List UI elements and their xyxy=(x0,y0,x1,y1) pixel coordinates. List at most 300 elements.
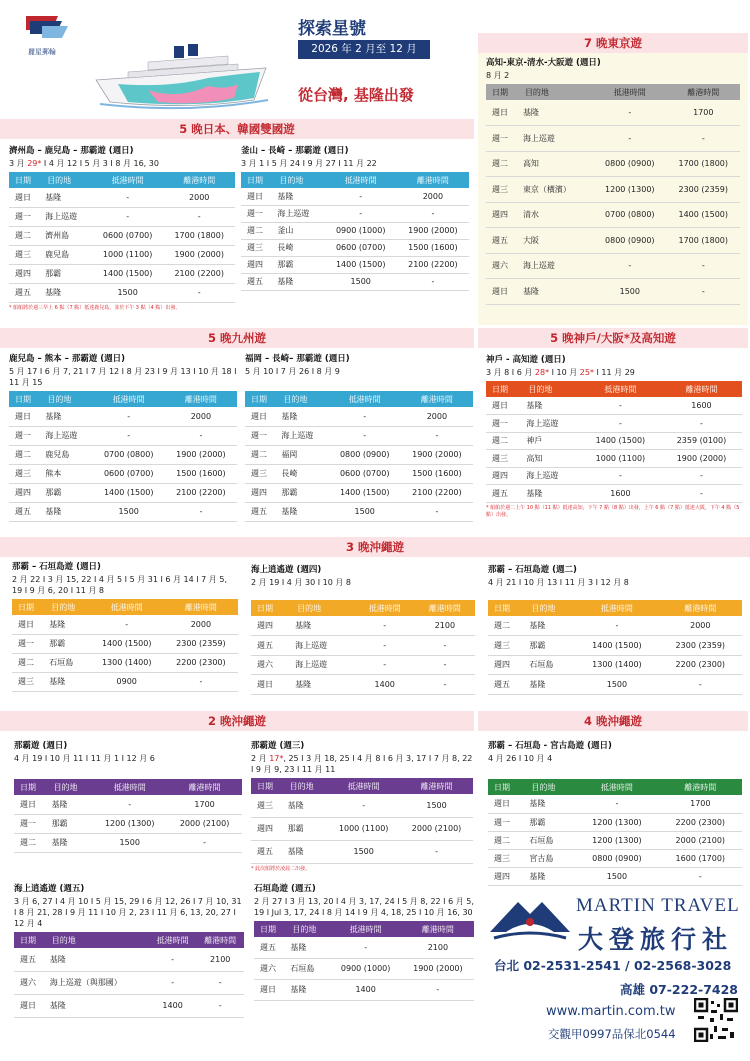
col-depart: 離港時間 xyxy=(667,84,740,100)
table-row xyxy=(254,958,474,979)
cell-arrival: - xyxy=(329,426,401,445)
cell-destination: 大阪 xyxy=(519,228,593,254)
cell-destination: 基隆 xyxy=(273,188,324,205)
cell-day: 週三 xyxy=(245,464,277,483)
itinerary-table xyxy=(9,391,237,522)
cell-day: 週日 xyxy=(9,407,41,426)
cell-arrival: - xyxy=(92,188,164,207)
cell-destination: 高知 xyxy=(519,151,593,177)
cell-day: 週三 xyxy=(9,464,41,483)
cell-arrival: - xyxy=(92,207,164,226)
cell-arrival: 1500 xyxy=(325,273,397,290)
table-row xyxy=(14,833,242,852)
cell-arrival: 0600 (0700) xyxy=(92,226,164,245)
cell-arrival: - xyxy=(149,948,197,971)
itinerary-table xyxy=(241,172,469,291)
col-arrive: 抵港時間 xyxy=(593,84,666,100)
route-name: 鹿兒島 – 熊本 – 那霸遊 (週日) xyxy=(9,354,126,364)
col-dest: 目的地 xyxy=(522,381,580,397)
cell-departure: - xyxy=(164,672,238,691)
cell-day: 週日 xyxy=(486,100,519,126)
cell-arrival: 1500 xyxy=(92,283,164,302)
table-row xyxy=(14,971,244,994)
cell-arrival: 0800 (0900) xyxy=(329,445,401,464)
cell-destination: 高知 xyxy=(522,450,580,468)
col-dest: 目的地 xyxy=(284,778,328,794)
cell-departure: 1700 xyxy=(659,795,742,813)
table-row xyxy=(488,867,742,885)
cell-day: 週二 xyxy=(14,833,48,852)
table-row xyxy=(488,655,742,675)
itinerary-table xyxy=(245,391,473,522)
qr-code[interactable] xyxy=(694,998,738,1042)
phone-taipei: 台北 02-2531-2541 / 02-2568-3028 xyxy=(494,958,732,973)
cell-day: 週四 xyxy=(9,264,41,283)
cell-departure: 2000 (2100) xyxy=(659,831,742,849)
cell-day: 週二 xyxy=(486,151,519,177)
cell-destination: 鹿兒島 xyxy=(41,245,92,264)
table-row xyxy=(486,126,740,152)
cell-destination: 基隆 xyxy=(41,407,92,426)
cell-departure: - xyxy=(661,467,742,485)
cell-destination: 基隆 xyxy=(284,840,328,863)
cell-destination: 海上巡遊 xyxy=(273,205,324,222)
cell-destination: 石垣島 xyxy=(525,655,575,675)
mountain-logo-icon xyxy=(488,892,572,952)
cell-day: 週日 xyxy=(251,675,291,695)
website-link[interactable]: www.martin.com.tw xyxy=(546,1004,676,1019)
cell-departure: 2000 xyxy=(163,188,235,207)
cell-destination: 鹿兒島 xyxy=(41,445,92,464)
col-arrive: 抵港時間 xyxy=(325,172,397,188)
table-row xyxy=(251,636,475,656)
cell-day: 週五 xyxy=(9,283,41,302)
table-row xyxy=(245,483,473,502)
table-row xyxy=(14,814,242,833)
col-arrive: 抵港時間 xyxy=(330,921,402,937)
cell-day: 週四 xyxy=(241,256,273,273)
cell-day: 週三 xyxy=(241,239,273,256)
cell-destination: 基隆 xyxy=(277,407,328,426)
route-name: 石垣島遊 (週五) xyxy=(254,884,316,894)
cell-day: 週五 xyxy=(488,675,525,695)
cell-arrival: 1600 xyxy=(580,485,661,503)
cell-arrival: 1500 xyxy=(575,867,658,885)
cell-departure: 1900 (2000) xyxy=(661,450,742,468)
route-name: 那霸 – 石垣島 - 宮古島遊 (週日) xyxy=(488,741,612,751)
cell-day: 週日 xyxy=(486,397,522,415)
sailing-dates: 3 月 1 I 5 月 24 I 9 月 27 I 11 月 22 xyxy=(241,159,377,168)
col-arrive: 抵港時間 xyxy=(575,779,658,795)
col-dest: 目的地 xyxy=(48,779,93,795)
cell-day: 週四 xyxy=(245,483,277,502)
table-row xyxy=(486,467,742,485)
cell-destination: 海上巡遊（與那國） xyxy=(46,971,149,994)
cell-departure: - xyxy=(401,426,473,445)
col-dest: 目的地 xyxy=(519,84,593,100)
table-row xyxy=(12,615,238,634)
col-depart: 離港時間 xyxy=(661,381,742,397)
section-title-okinawa4: 4 晚沖繩遊 xyxy=(478,711,748,731)
col-dest: 目的地 xyxy=(41,391,92,407)
cell-day: 週四 xyxy=(251,817,284,840)
cell-day: 週三 xyxy=(486,177,519,203)
cell-destination: 宮古島 xyxy=(525,849,575,867)
footnote: * 船舶將於週三早上 6 點（7 點）抵達鹿兒島，並於下午 3 點（4 點）出發。 xyxy=(9,304,181,311)
cell-arrival: 0800 (0900) xyxy=(593,228,666,254)
license-number: 交觀甲0997品保北0544 xyxy=(548,1027,676,1041)
route-name: 神戶 - 高知遊 (週日) xyxy=(486,355,566,365)
col-day: 日期 xyxy=(9,391,41,407)
cell-departure: 2359 (0100) xyxy=(661,432,742,450)
col-day: 日期 xyxy=(488,600,525,616)
cell-arrival: - xyxy=(355,655,415,675)
table-row xyxy=(12,634,238,653)
route-name: 釜山 – 長崎 – 那霸遊 (週日) xyxy=(241,146,349,156)
cell-arrival: 1500 xyxy=(93,502,165,521)
cell-day: 週六 xyxy=(14,971,46,994)
cell-departure: 2000 xyxy=(659,616,742,636)
table-row xyxy=(488,849,742,867)
cell-arrival: 1200 (1300) xyxy=(593,177,666,203)
sailing-dates: 3 月 8 I 6 月 28* I 10 月 25* I 11 月 29 xyxy=(486,368,635,377)
col-arrive: 抵港時間 xyxy=(92,172,164,188)
footnote: * 船舶於週二上午 10 點（11 點）抵達高知，下午 7 點（8 點）出發，上午 6 點（7 點）抵達大阪，下午 4 點（5 點）出發。 xyxy=(486,504,740,518)
cell-arrival: 1300 (1400) xyxy=(90,653,164,672)
cell-departure: 2000 (2100) xyxy=(400,817,473,840)
cell-day: 週二 xyxy=(245,445,277,464)
cell-arrival: 1500 xyxy=(327,840,400,863)
cell-arrival: 1400 (1500) xyxy=(93,483,165,502)
cell-arrival: 0800 (0900) xyxy=(593,151,666,177)
cell-destination: 海上巡遊 xyxy=(519,253,593,279)
table-row xyxy=(9,283,235,302)
table-row xyxy=(9,245,235,264)
cell-departure: - xyxy=(415,655,475,675)
period-banner: 2026 年 2 月至 12 月 xyxy=(298,40,430,59)
cell-destination: 石垣島 xyxy=(525,831,575,849)
cell-departure: 2100 (2200) xyxy=(397,256,469,273)
cell-departure: - xyxy=(659,675,742,695)
cell-destination: 那霸 xyxy=(284,817,328,840)
cell-day: 週六 xyxy=(254,958,286,979)
table-row xyxy=(251,675,475,695)
cell-arrival: 1000 (1100) xyxy=(580,450,661,468)
col-day: 日期 xyxy=(251,778,284,794)
col-dest: 目的地 xyxy=(286,921,329,937)
sailing-dates: 4 月 26 I 10 月 4 xyxy=(488,754,553,763)
cell-destination: 海上巡遊 xyxy=(522,467,580,485)
cell-arrival: 1400 (1500) xyxy=(92,264,164,283)
table-row xyxy=(241,273,469,290)
cell-arrival: - xyxy=(355,616,415,636)
cell-destination: 那霸 xyxy=(41,264,92,283)
table-row xyxy=(241,239,469,256)
col-depart: 離港時間 xyxy=(402,921,474,937)
cell-arrival: 0700 (0800) xyxy=(93,445,165,464)
cell-departure: - xyxy=(402,979,474,1000)
col-dest: 目的地 xyxy=(291,600,355,616)
cell-arrival: 1200 (1300) xyxy=(92,814,167,833)
ishigaki-fri-itinerary xyxy=(254,884,474,1001)
agency-logo xyxy=(488,892,572,952)
cell-departure: 2200 (2300) xyxy=(659,813,742,831)
cell-destination: 清水 xyxy=(519,202,593,228)
route-name: 福岡 – 長崎– 那霸遊 (週日) xyxy=(245,354,350,364)
table-row xyxy=(14,948,244,971)
cell-departure: 1700 (1800) xyxy=(667,228,740,254)
cell-day: 週五 xyxy=(241,273,273,290)
col-day: 日期 xyxy=(486,381,522,397)
col-arrive: 抵港時間 xyxy=(580,381,661,397)
cell-arrival: - xyxy=(330,937,402,958)
tokyo-itinerary xyxy=(486,58,740,305)
cell-arrival: 1200 (1300) xyxy=(575,813,658,831)
col-depart: 離港時間 xyxy=(659,600,742,616)
cell-destination: 那霸 xyxy=(525,813,575,831)
fukuoka-itinerary xyxy=(245,354,473,522)
cell-destination: 基隆 xyxy=(519,279,593,305)
cell-day: 週四 xyxy=(251,616,291,636)
cell-day: 週一 xyxy=(9,207,41,226)
sailing-dates: 2 月 22 I 3 月 15, 22 I 4 月 5 I 5 月 31 I 6 月 14 I 7 月 5, 19 I 9 月 6, 20 I 11 月 8 xyxy=(12,575,227,595)
section-title-japan-korea: 5 晚日本、韓國雙國遊 xyxy=(0,119,474,139)
cell-departure: 1700 xyxy=(167,795,242,814)
cell-destination: 熊本 xyxy=(41,464,92,483)
cell-day: 週日 xyxy=(241,188,273,205)
cell-arrival: - xyxy=(580,467,661,485)
cell-departure: 2000 xyxy=(397,188,469,205)
cell-day: 週日 xyxy=(245,407,277,426)
table-row xyxy=(486,253,740,279)
cell-destination: 基隆 xyxy=(273,273,324,290)
cell-arrival: 1500 xyxy=(593,279,666,305)
col-dest: 目的地 xyxy=(46,932,149,948)
cell-day: 週四 xyxy=(488,655,525,675)
col-depart: 離港時間 xyxy=(167,779,242,795)
cell-departure: 1500 (1600) xyxy=(397,239,469,256)
col-arrive: 抵港時間 xyxy=(149,932,197,948)
cell-day: 週日 xyxy=(14,795,48,814)
col-depart: 離港時間 xyxy=(415,600,475,616)
cell-day: 週一 xyxy=(486,126,519,152)
cell-arrival: - xyxy=(580,415,661,433)
qr-code-icon xyxy=(694,998,738,1042)
cell-departure: 1900 (2000) xyxy=(397,222,469,239)
cell-arrival: - xyxy=(355,636,415,656)
cell-day: 週日 xyxy=(488,795,525,813)
cell-day: 週一 xyxy=(245,426,277,445)
cell-arrival: - xyxy=(93,426,165,445)
cell-departure: 2000 xyxy=(165,407,237,426)
cell-departure: 1900 (2000) xyxy=(401,445,473,464)
cell-arrival: 1400 (1500) xyxy=(575,636,658,656)
cell-departure: - xyxy=(167,833,242,852)
cell-departure: 2300 (2359) xyxy=(164,634,238,653)
cell-destination: 基隆 xyxy=(277,502,328,521)
col-arrive: 抵港時間 xyxy=(92,779,167,795)
cell-arrival: 1400 (1500) xyxy=(580,432,661,450)
route-name: 那霸遊 (週日) xyxy=(14,741,68,751)
table-row xyxy=(486,100,740,126)
col-day: 日期 xyxy=(241,172,273,188)
cell-departure: 1900 (2000) xyxy=(402,958,474,979)
cell-departure: 2000 xyxy=(401,407,473,426)
cell-destination: 那霸 xyxy=(277,483,328,502)
table-row xyxy=(245,407,473,426)
col-arrive: 抵港時間 xyxy=(329,391,401,407)
sailing-dates: 4 月 19 I 10 月 11 I 11 月 1 I 12 月 6 xyxy=(14,754,155,763)
cell-departure: 2000 (2100) xyxy=(167,814,242,833)
table-row xyxy=(486,415,742,433)
cell-destination: 基隆 xyxy=(291,675,355,695)
sailing-dates: 2 月 17*, 25 I 3 月 18, 25 I 4 月 8 I 6 月 3, 17 I 7 月 8, 22 I 9 月 9, 23 I 11 月 11 xyxy=(251,754,473,774)
cell-day: 週二 xyxy=(486,432,522,450)
cell-departure: - xyxy=(661,485,742,503)
cell-departure: - xyxy=(667,279,740,305)
cell-destination: 基隆 xyxy=(286,937,329,958)
table-row xyxy=(488,636,742,656)
cell-arrival: - xyxy=(329,407,401,426)
agency-name-zh: 大登旅行社 xyxy=(578,925,734,954)
cell-departure: - xyxy=(667,126,740,152)
cell-departure: 2200 (2300) xyxy=(659,655,742,675)
table-row xyxy=(14,795,242,814)
sailing-dates: 5 月 10 I 7 月 26 I 8 月 9 xyxy=(245,367,340,376)
cell-day: 週四 xyxy=(486,467,522,485)
cell-destination: 基隆 xyxy=(41,502,92,521)
cell-day: 週三 xyxy=(488,849,525,867)
itinerary-table xyxy=(488,600,742,695)
cell-arrival: 1400 xyxy=(355,675,415,695)
cell-arrival: 0600 (0700) xyxy=(329,464,401,483)
table-row xyxy=(254,979,474,1000)
table-row xyxy=(486,432,742,450)
cell-destination: 基隆 xyxy=(41,188,92,207)
cell-destination: 基隆 xyxy=(525,616,575,636)
cell-day: 週二 xyxy=(488,616,525,636)
cell-arrival: - xyxy=(593,126,666,152)
cell-arrival: 0900 (1000) xyxy=(330,958,402,979)
cell-departure: 2100 xyxy=(196,948,244,971)
route-name: 濟州島 – 鹿兒島 – 那霸遊 (週日) xyxy=(9,146,134,156)
cell-departure: - xyxy=(415,636,475,656)
cell-destination: 基隆 xyxy=(525,675,575,695)
sea-cruise-fri-itinerary xyxy=(14,884,244,1018)
table-row xyxy=(245,426,473,445)
table-row xyxy=(488,831,742,849)
cell-destination: 那霸 xyxy=(48,814,93,833)
cell-destination: 長崎 xyxy=(273,239,324,256)
itinerary-table xyxy=(251,600,475,695)
table-row xyxy=(486,177,740,203)
itinerary-table xyxy=(251,778,473,864)
cell-arrival: 1000 (1100) xyxy=(92,245,164,264)
col-depart: 離港時間 xyxy=(400,778,473,794)
cell-destination: 基隆 xyxy=(519,100,593,126)
cell-destination: 基隆 xyxy=(525,795,575,813)
cell-day: 週一 xyxy=(486,415,522,433)
cell-departure: 1600 xyxy=(661,397,742,415)
section-title-okinawa3: 3 晚沖繩遊 xyxy=(0,537,750,557)
cell-day: 週二 xyxy=(9,226,41,245)
table-row xyxy=(488,675,742,695)
cell-departure: 1600 (1700) xyxy=(659,849,742,867)
cell-arrival: - xyxy=(90,615,164,634)
table-row xyxy=(245,445,473,464)
table-row xyxy=(241,256,469,273)
sailing-dates: 2 月 19 I 4 月 30 I 10 月 8 xyxy=(251,578,351,587)
col-dest: 目的地 xyxy=(45,599,89,615)
cell-arrival: 1400 (1500) xyxy=(90,634,164,653)
cell-departure: 1700 (1800) xyxy=(667,151,740,177)
cell-arrival: - xyxy=(93,407,165,426)
col-arrive: 抵港時間 xyxy=(90,599,164,615)
cell-destination: 基隆 xyxy=(46,948,149,971)
col-dest: 目的地 xyxy=(277,391,328,407)
cell-arrival: 1400 xyxy=(330,979,402,1000)
table-row xyxy=(251,794,473,817)
cell-day: 週三 xyxy=(488,636,525,656)
cell-departure: 1700 xyxy=(667,100,740,126)
cell-destination: 基隆 xyxy=(46,994,149,1017)
cell-day: 週五 xyxy=(486,485,522,503)
table-row xyxy=(9,264,235,283)
table-row xyxy=(14,994,244,1017)
cell-destination: 海上巡遊 xyxy=(522,415,580,433)
itinerary-table xyxy=(254,921,474,1001)
table-row xyxy=(488,795,742,813)
cell-destination: 那霸 xyxy=(41,483,92,502)
route-name: 海上逍遙遊 (週四) xyxy=(251,565,322,575)
table-row xyxy=(486,450,742,468)
col-day: 日期 xyxy=(254,921,286,937)
table-row xyxy=(245,502,473,521)
footnote: * 此次船將於凌晨二出發。 xyxy=(251,865,311,872)
cell-arrival: 1500 xyxy=(575,675,658,695)
cell-departure: 2300 (2359) xyxy=(659,636,742,656)
cell-day: 週五 xyxy=(251,636,291,656)
table-row xyxy=(486,397,742,415)
itinerary-table xyxy=(12,599,238,692)
sailing-dates: 8 月 2 xyxy=(486,71,510,80)
cell-destination: 長崎 xyxy=(277,464,328,483)
itinerary-table xyxy=(14,779,242,853)
table-row xyxy=(12,653,238,672)
col-depart: 離港時間 xyxy=(164,599,238,615)
itinerary-table xyxy=(14,932,244,1018)
cell-destination: 濟州島 xyxy=(41,226,92,245)
cell-destination: 基隆 xyxy=(522,485,580,503)
cell-arrival: - xyxy=(580,397,661,415)
cell-arrival: - xyxy=(575,616,658,636)
table-row xyxy=(9,502,237,521)
cell-arrival: 0800 (0900) xyxy=(575,849,658,867)
naha-miyako-itinerary xyxy=(488,741,742,886)
sailing-dates: 3 月 6, 27 I 4 月 10 I 5 月 15, 29 I 6 月 12, 26 I 7 月 10, 31 I 8 月 21, 28 I 9 月 11 I 10 月 2, 23 I 11 月 6, 13, 20, 27 I 12 月 4 xyxy=(14,897,242,928)
cell-destination: 基隆 xyxy=(286,979,329,1000)
cell-destination: 海上巡遊 xyxy=(41,426,92,445)
col-depart: 離港時間 xyxy=(163,172,235,188)
cell-arrival: 0900 xyxy=(90,672,164,691)
table-row xyxy=(486,202,740,228)
cell-departure: 2100 xyxy=(415,616,475,636)
itinerary-table xyxy=(488,779,742,886)
cell-departure: 1400 (1500) xyxy=(667,202,740,228)
col-arrive: 抵港時間 xyxy=(355,600,415,616)
cell-departure: - xyxy=(196,994,244,1017)
table-row xyxy=(486,151,740,177)
